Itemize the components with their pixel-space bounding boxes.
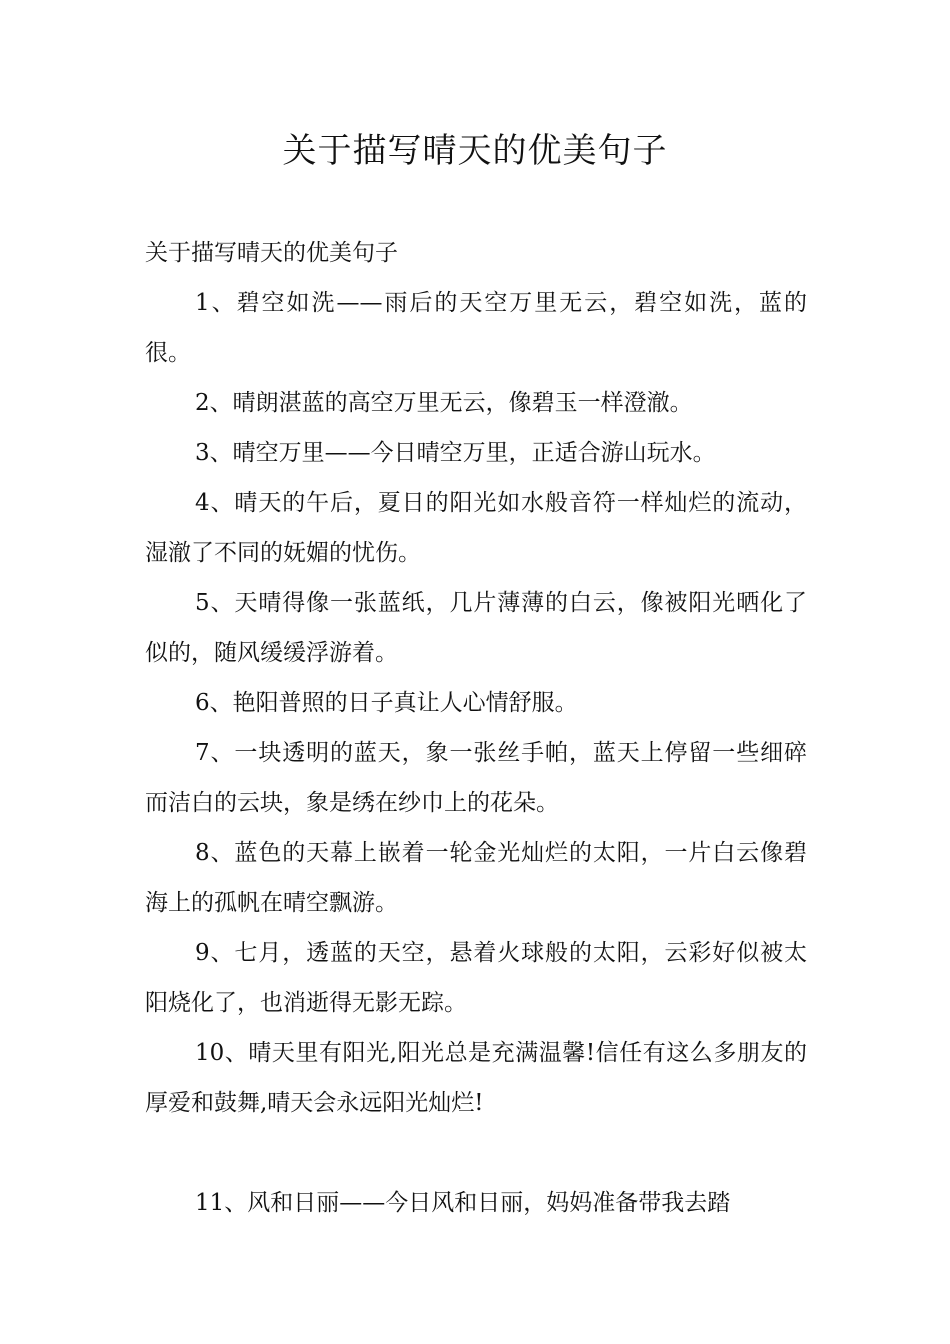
paragraph-1: 1、碧空如洗——雨后的天空万里无云，碧空如洗，蓝的很。 [145, 290, 807, 366]
paragraph-4: 4、晴天的午后，夏日的阳光如水般音符一样灿烂的流动，湿澈了不同的妩媚的忧伤。 [145, 490, 807, 566]
paragraph-5: 5、天晴得像一张蓝纸，几片薄薄的白云，像被阳光晒化了似的，随风缓缓浮游着。 [145, 590, 807, 666]
paragraph-9: 9、七月，透蓝的天空，悬着火球般的太阳，云彩好似被太阳烧化了，也消逝得无影无踪。 [145, 940, 807, 1016]
document-subtitle: 关于描写晴天的优美句子 [145, 240, 398, 266]
paragraph-2: 2、晴朗湛蓝的高空万里无云，像碧玉一样澄澈。 [195, 390, 693, 416]
paragraph-6: 6、艳阳普照的日子真让人心情舒服。 [195, 690, 578, 716]
paragraph-10: 10、晴天里有阳光,阳光总是充满温馨!信任有这么多朋友的厚爱和鼓舞,晴天会永远阳光灿烂! [145, 1040, 807, 1116]
document-title: 关于描写晴天的优美句子 [282, 131, 668, 171]
document-body [145, 228, 807, 1228]
paragraph-8: 8、蓝色的天幕上嵌着一轮金光灿烂的太阳，一片白云像碧海上的孤帆在晴空飘游。 [145, 840, 807, 916]
paragraph-3: 3、晴空万里——今日晴空万里，正适合游山玩水。 [195, 440, 716, 466]
paragraph-gap [145, 1128, 807, 1178]
paragraph-7: 7、一块透明的蓝天，象一张丝手帕，蓝天上停留一些细碎而洁白的云块，象是绣在纱巾上的花朵。 [145, 740, 807, 816]
paragraph-11: 11、风和日丽——今日风和日丽，妈妈准备带我去踏 [195, 1190, 731, 1216]
